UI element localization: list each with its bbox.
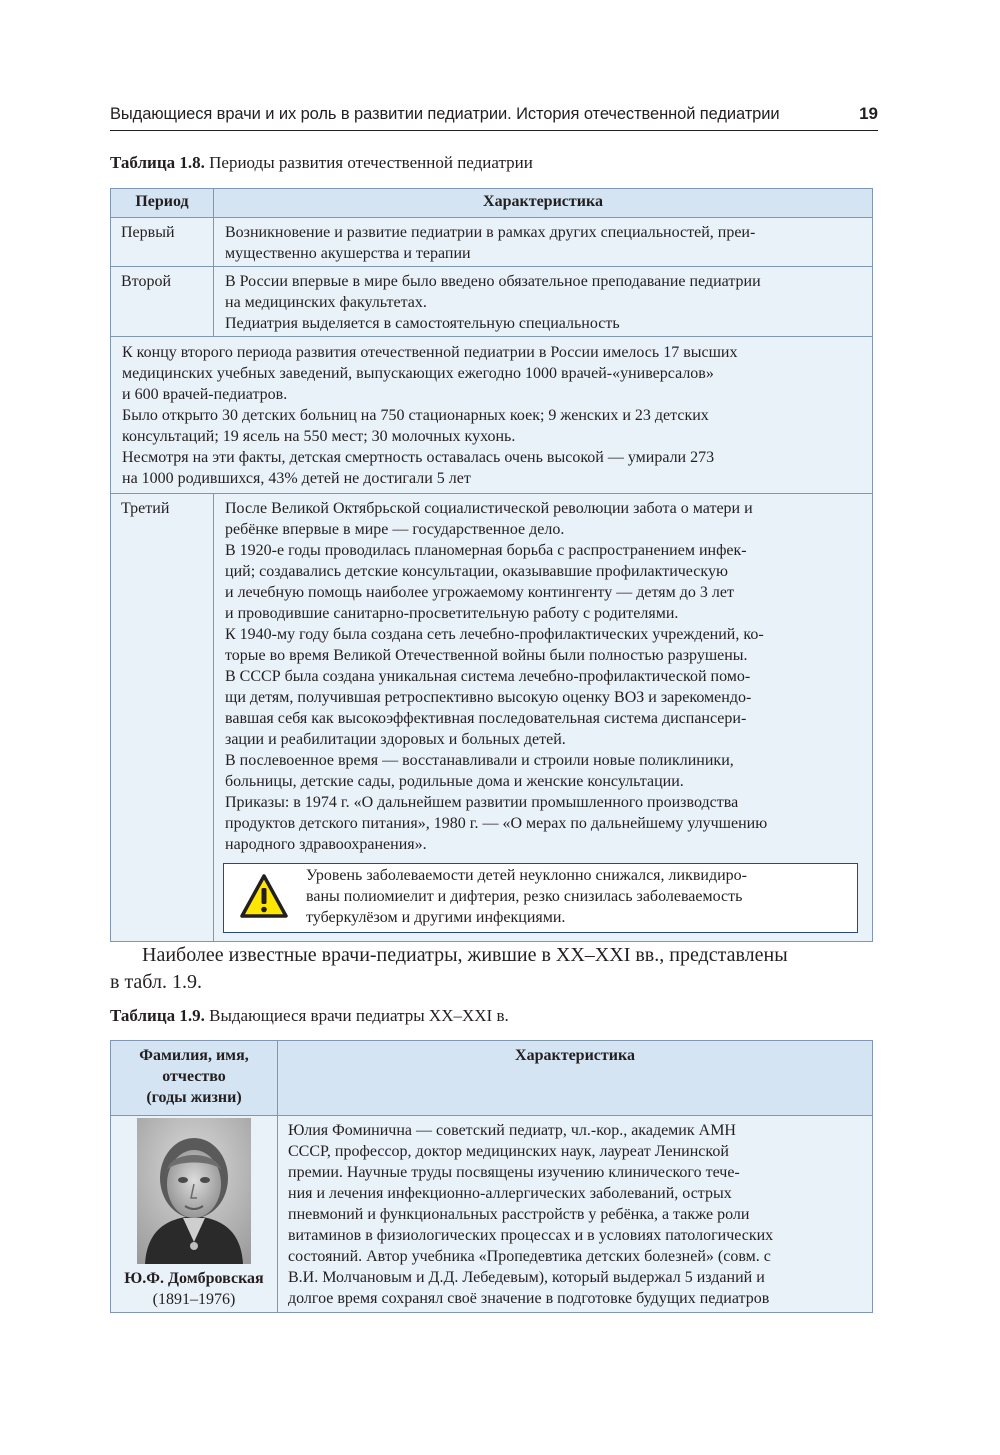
period-first: Первый [111, 218, 214, 267]
text-line: долгое время сохранял своё значение в подготовке будущих педиатров [288, 1290, 770, 1307]
text-line: в табл. 1.9. [110, 971, 202, 993]
period-second: Второй [111, 267, 214, 337]
table-1-9 [110, 1040, 873, 1313]
text-line: ций; создавались детские консультации, оказывавшие профилактическую [225, 563, 728, 580]
warning-triangle-icon [240, 874, 288, 918]
text-line: Наиболее известные врачи-педиатры, жившие в XX–XXI вв., представлены [142, 944, 788, 966]
text-line: Несмотря на эти факты, детская смертность оставалась очень высокой — умирали 273 [122, 449, 715, 466]
text-line: на медицинских факультетах. [225, 294, 427, 311]
table-row-second [111, 267, 873, 337]
text-line: ния и лечения инфекционно-аллергических заболеваний, острых [288, 1185, 732, 1202]
header-line: отчество [162, 1068, 226, 1085]
person-name: Ю.Ф. Домбровская [124, 1270, 264, 1287]
table-row-third [111, 494, 873, 942]
text-line: зации и реабилитации здоровых и больных детей. [225, 731, 566, 748]
summary-cell [111, 337, 873, 494]
col-header-name [111, 1041, 278, 1116]
person-years: (1891–1976) [152, 1291, 236, 1308]
text-line: пневмоний и функциональных расстройств у ребёнка, а также роли [288, 1206, 750, 1223]
text-line: премии. Научные труды посвящены изучению клинического тече- [288, 1164, 740, 1181]
text-line: В 1920-е годы проводилась планомерная борьба с распространением инфек- [225, 542, 747, 559]
page-number: 19 [859, 104, 878, 123]
col-header-characteristic: Характеристика [214, 189, 873, 218]
char-second [214, 267, 873, 337]
body-paragraph [110, 942, 874, 996]
table-1-9-title: Выдающиеся врачи педиатры XX–XXI в. [204, 1006, 509, 1025]
text-line: туберкулёзом и другими инфекциями. [306, 909, 566, 926]
text-line: мущественно акушерства и терапии [225, 245, 471, 262]
text-line: СССР, профессор, доктор медицинских наук, лауреат Ленинской [288, 1143, 729, 1160]
text-line: и лечебную помощь наиболее угрожаемому контингенту — детям до 3 лет [225, 584, 734, 601]
text-line: и 600 врачей-педиатров. [122, 386, 288, 403]
text-line: торые во время Великой Отечественной войны были полностью разрушены. [225, 647, 748, 664]
text-line: Приказы: в 1974 г. «О дальнейшем развитии промышленного производства [225, 794, 739, 811]
person-description [278, 1116, 873, 1313]
text-line: состояний. Автор учебника «Пропедевтика детских болезней» (совм. с [288, 1248, 771, 1265]
header-line: Фамилия, имя, [139, 1047, 249, 1064]
text-line: Было открыто 30 детских больниц на 750 стационарных коек; 9 женских и 23 детских [122, 407, 709, 424]
text-line: ваны полиомиелит и дифтерия, резко снизилась заболеваемость [306, 888, 743, 905]
text-line: и проводившие санитарно-просветительную работу с родителями. [225, 605, 679, 622]
table-row-first [111, 218, 873, 267]
table-1-8-caption [110, 153, 533, 173]
text-line: на 1000 родившихся, 43% детей не достигали 5 лет [122, 470, 471, 487]
running-head [110, 104, 878, 131]
text-line: медицинских учебных заведений, выпускающих ежегодно 1000 врачей-«универсалов» [122, 365, 714, 382]
table-1-8 [110, 188, 873, 942]
col-header-characteristic: Характеристика [278, 1041, 873, 1116]
text-line: народного здравоохранения». [225, 836, 427, 853]
text-line: В.И. Молчановым и Д.Д. Лебедевым), который выдержал 5 изданий и [288, 1269, 765, 1286]
period-third: Третий [111, 494, 214, 942]
text-line: Уровень заболеваемости детей неуклонно снижался, ликвидиро- [306, 867, 747, 884]
table-1-9-label: Таблица 1.9. [110, 1006, 205, 1025]
text-line: В СССР была создана уникальная система лечебно-профилактической помо- [225, 668, 751, 685]
table-1-8-title: Периоды развития отечественной педиатрии [204, 153, 533, 172]
table-row-person [111, 1116, 873, 1313]
warning-box [223, 863, 858, 933]
table-1-9-caption [110, 1006, 509, 1026]
person-cell [111, 1116, 278, 1313]
text-line: В послевоенное время — восстанавливали и строили новые поликлиники, [225, 752, 734, 769]
warning-text [306, 865, 747, 928]
text-line: После Великой Октябрьской социалистической революции забота о матери и [225, 500, 753, 517]
table-1-8-label: Таблица 1.8. [110, 153, 205, 172]
text-line: щи детям, получившая ретроспективно высокую оценку ВОЗ и зарекомендо- [225, 689, 752, 706]
text-line: консультаций; 19 ясель на 550 мест; 30 молочных кухонь. [122, 428, 516, 445]
text-line: Педиатрия выделяется в самостоятельную специальность [225, 315, 620, 332]
text-line: вавшая себя как высокоэффективная последовательная система диспансери- [225, 710, 747, 727]
text-line: Возникновение и развитие педиатрии в рамках других специальностей, преи- [225, 224, 756, 241]
text-line: ребёнке впервые в мире — государственное дело. [225, 521, 565, 538]
text-line: больницы, детские сады, родильные дома и женские консультации. [225, 773, 684, 790]
text-line: Юлия Фоминична — советский педиатр, чл.-кор., академик АМН [288, 1122, 736, 1139]
text-line: В России впервые в мире было введено обязательное преподавание педиатрии [225, 273, 761, 290]
table-row-summary [111, 337, 873, 494]
char-first [214, 218, 873, 267]
text-line: витаминов в физиологических процессах и в условиях патологических [288, 1227, 774, 1244]
text-line: К концу второго периода развития отечественной педиатрии в России имелось 17 высших [122, 344, 738, 361]
text-line: продуктов детского питания», 1980 г. — «О мерах по дальнейшему улучшению [225, 815, 768, 832]
char-third [214, 494, 873, 942]
running-title: Выдающиеся врачи и их роль в развитии педиатрии. История отечественной педиатрии [110, 105, 780, 123]
table-header-row [111, 1041, 873, 1116]
header-line: (годы жизни) [146, 1089, 242, 1106]
col-header-period: Период [111, 189, 214, 218]
text-line: К 1940-му году была создана сеть лечебно-профилактических учреждений, ко- [225, 626, 764, 643]
table-header-row [111, 189, 873, 218]
portrait-photo [137, 1118, 251, 1264]
